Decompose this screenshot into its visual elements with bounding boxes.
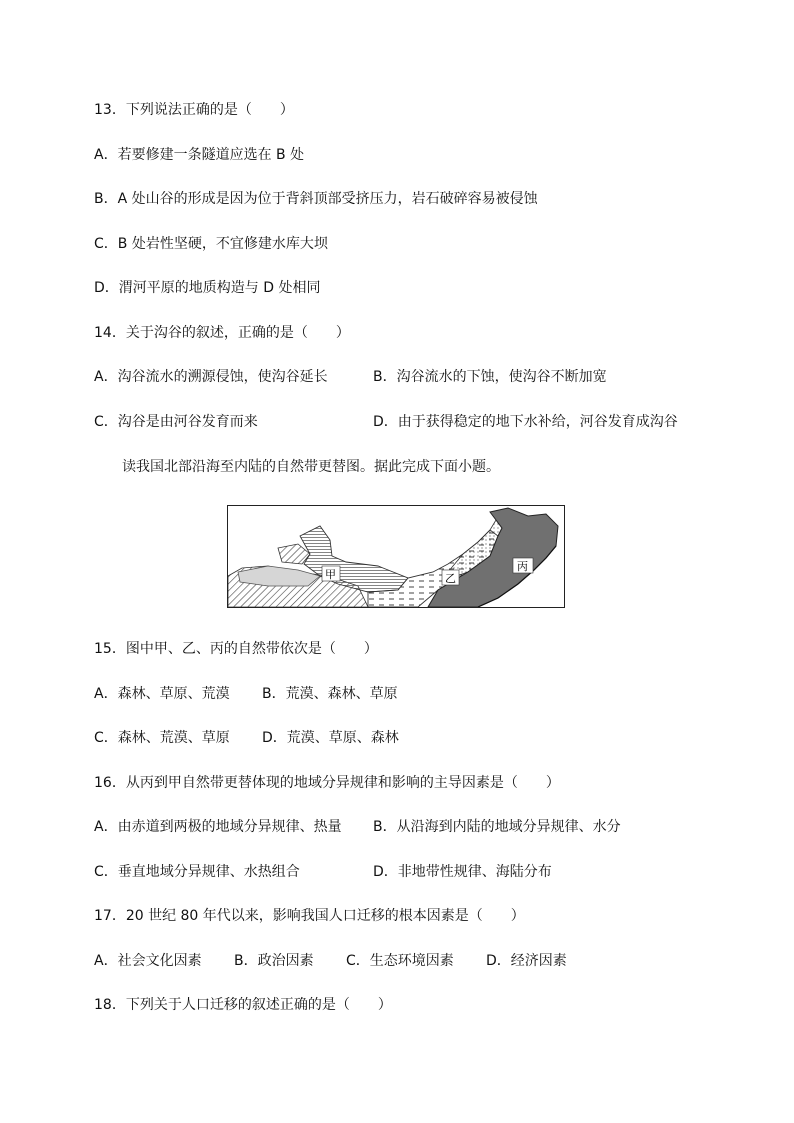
- map-zone-bing: [428, 508, 558, 607]
- map-intro: 读我国北部沿海至内陆的自然带更替图。据此完成下面小题。: [122, 459, 500, 475]
- q15-option-d: D．荒漠、草原、森林: [262, 730, 399, 746]
- label-bing: 丙: [517, 560, 528, 573]
- q16-stem: 16．从丙到甲自然带更替体现的地域分异规律和影响的主导因素是（ ）: [94, 775, 560, 791]
- q14-option-c: C．沟谷是由河谷发育而来: [94, 414, 258, 430]
- q14-option-a: A．沟谷流水的溯源侵蚀，使沟谷延长: [94, 369, 328, 385]
- map-zone-northwest: [278, 544, 310, 564]
- q16-option-d: D．非地带性规律、海陆分布: [373, 864, 552, 880]
- q17-option-a: A．社会文化因素: [94, 953, 202, 969]
- q15-option-a: A．森林、草原、荒漠: [94, 686, 230, 702]
- q13-option-a: A．若要修建一条隧道应选在 B 处: [94, 147, 305, 163]
- q13-option-b: B．A 处山谷的形成是因为位于背斜顶部受挤压力，岩石破碎容易被侵蚀: [94, 191, 538, 207]
- q15-option-b: B．荒漠、森林、草原: [262, 686, 398, 702]
- q17-option-b: B．政治因素: [234, 953, 314, 969]
- q13-option-d: D．渭河平原的地质构造与 D 处相同: [94, 280, 321, 296]
- q16-option-b: B．从沿海到内陆的地域分异规律、水分: [373, 819, 621, 835]
- map-svg: [228, 506, 564, 607]
- label-yi: 乙: [445, 572, 456, 585]
- q16-option-c: C．垂直地域分异规律、水热组合: [94, 864, 300, 880]
- q17-stem: 17．20 世纪 80 年代以来，影响我国人口迁移的根本因素是（ ）: [94, 908, 525, 924]
- q14-option-d: D．由于获得稳定的地下水补给，河谷发育成沟谷: [373, 414, 678, 430]
- q14-stem: 14．关于沟谷的叙述，正确的是（ ）: [94, 325, 350, 341]
- q13-stem: 13．下列说法正确的是（ ）: [94, 102, 294, 118]
- q17-option-c: C．生态环境因素: [346, 953, 454, 969]
- natural-zone-map: [227, 505, 565, 608]
- q13-option-c: C．B 处岩性坚硬，不宜修建水库大坝: [94, 236, 328, 252]
- label-jia: 甲: [325, 568, 336, 581]
- q17-option-d: D．经济因素: [486, 953, 567, 969]
- q15-stem: 15．图中甲、乙、丙的自然带依次是（ ）: [94, 641, 378, 657]
- q18-stem: 18．下列关于人口迁移的叙述正确的是（ ）: [94, 997, 392, 1013]
- q14-option-b: B．沟谷流水的下蚀，使沟谷不断加宽: [373, 369, 607, 385]
- q16-option-a: A．由赤道到两极的地域分异规律、热量: [94, 819, 342, 835]
- q15-option-c: C．森林、荒漠、草原: [94, 730, 230, 746]
